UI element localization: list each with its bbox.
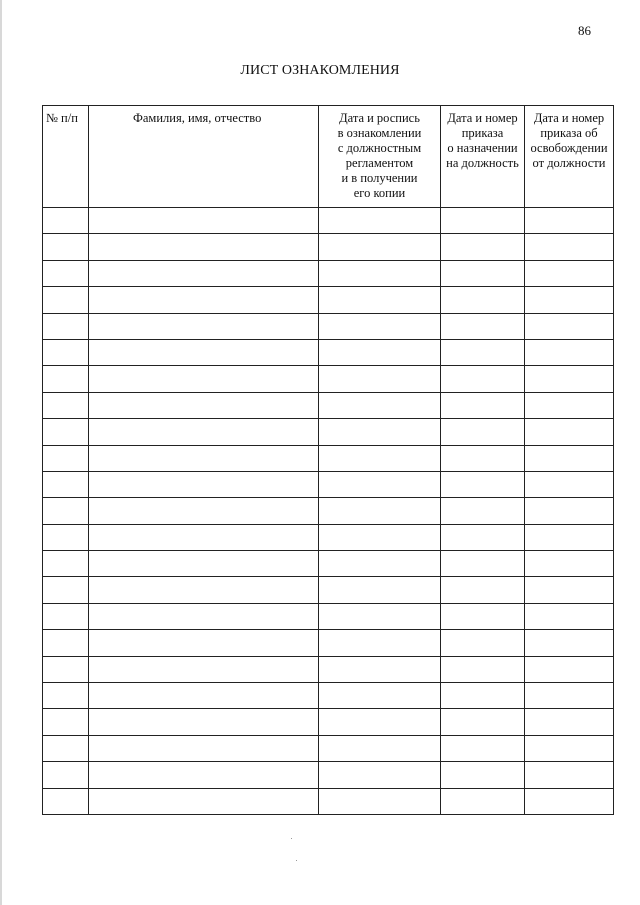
table-row	[43, 445, 614, 471]
cell-number[interactable]	[43, 735, 89, 761]
cell-signature-date[interactable]	[319, 762, 441, 788]
cell-dismissal-order[interactable]	[525, 445, 614, 471]
cell-number[interactable]	[43, 551, 89, 577]
table-row	[43, 577, 614, 603]
cell-appointment-order[interactable]	[441, 366, 525, 392]
cell-signature-date[interactable]	[319, 498, 441, 524]
table-header-row	[43, 106, 614, 208]
table-body	[43, 208, 614, 815]
scan-speck	[296, 860, 297, 861]
acknowledgement-table	[42, 105, 614, 815]
cell-full-name[interactable]	[89, 735, 319, 761]
cell-dismissal-order[interactable]	[525, 234, 614, 260]
cell-appointment-order[interactable]	[441, 577, 525, 603]
scan-speck	[291, 838, 292, 839]
cell-full-name[interactable]	[89, 366, 319, 392]
cell-appointment-order[interactable]	[441, 788, 525, 814]
cell-full-name[interactable]	[89, 260, 319, 286]
cell-number[interactable]	[43, 366, 89, 392]
cell-dismissal-order[interactable]	[525, 551, 614, 577]
cell-number[interactable]	[43, 762, 89, 788]
cell-dismissal-order[interactable]	[525, 471, 614, 497]
cell-full-name[interactable]	[89, 234, 319, 260]
cell-appointment-order[interactable]	[441, 234, 525, 260]
cell-full-name[interactable]	[89, 287, 319, 313]
table-row	[43, 471, 614, 497]
cell-appointment-order[interactable]	[441, 551, 525, 577]
cell-number[interactable]	[43, 498, 89, 524]
cell-number[interactable]	[43, 524, 89, 550]
table-row	[43, 788, 614, 814]
cell-signature-date[interactable]	[319, 339, 441, 365]
cell-number[interactable]	[43, 683, 89, 709]
cell-full-name[interactable]	[89, 709, 319, 735]
cell-appointment-order[interactable]	[441, 524, 525, 550]
cell-dismissal-order[interactable]	[525, 313, 614, 339]
cell-full-name[interactable]	[89, 656, 319, 682]
cell-dismissal-order[interactable]	[525, 419, 614, 445]
table-row	[43, 603, 614, 629]
cell-appointment-order[interactable]	[441, 287, 525, 313]
cell-appointment-order[interactable]	[441, 683, 525, 709]
cell-appointment-order[interactable]	[441, 208, 525, 234]
cell-dismissal-order[interactable]	[525, 656, 614, 682]
column-header-full-name: Фамилия, имя, отчество	[89, 106, 319, 208]
cell-appointment-order[interactable]	[441, 392, 525, 418]
table-row	[43, 709, 614, 735]
table-row	[43, 498, 614, 524]
page-title: ЛИСТ ОЗНАКОМЛЕНИЯ	[240, 63, 400, 78]
cell-full-name[interactable]	[89, 392, 319, 418]
cell-full-name[interactable]	[89, 498, 319, 524]
cell-number[interactable]	[43, 339, 89, 365]
cell-dismissal-order[interactable]	[525, 524, 614, 550]
cell-number[interactable]	[43, 419, 89, 445]
cell-signature-date[interactable]	[319, 234, 441, 260]
cell-dismissal-order[interactable]	[525, 392, 614, 418]
table-row	[43, 656, 614, 682]
table-row	[43, 208, 614, 234]
cell-dismissal-order[interactable]	[525, 498, 614, 524]
table-row	[43, 419, 614, 445]
cell-full-name[interactable]	[89, 471, 319, 497]
table-row	[43, 524, 614, 550]
table-row	[43, 630, 614, 656]
cell-appointment-order[interactable]	[441, 313, 525, 339]
cell-number[interactable]	[43, 234, 89, 260]
cell-dismissal-order[interactable]	[525, 339, 614, 365]
cell-number[interactable]	[43, 656, 89, 682]
cell-number[interactable]	[43, 313, 89, 339]
table-row	[43, 313, 614, 339]
cell-dismissal-order[interactable]	[525, 260, 614, 286]
cell-number[interactable]	[43, 287, 89, 313]
cell-full-name[interactable]	[89, 630, 319, 656]
cell-full-name[interactable]	[89, 551, 319, 577]
cell-signature-date[interactable]	[319, 313, 441, 339]
cell-appointment-order[interactable]	[441, 498, 525, 524]
cell-appointment-order[interactable]	[441, 762, 525, 788]
cell-signature-date[interactable]	[319, 683, 441, 709]
cell-dismissal-order[interactable]	[525, 788, 614, 814]
cell-appointment-order[interactable]	[441, 471, 525, 497]
column-header-appointment-order: Дата и номер приказа о назначении на должность	[441, 106, 525, 208]
cell-signature-date[interactable]	[319, 471, 441, 497]
cell-signature-date[interactable]	[319, 656, 441, 682]
cell-number[interactable]	[43, 709, 89, 735]
cell-dismissal-order[interactable]	[525, 762, 614, 788]
cell-signature-date[interactable]	[319, 603, 441, 629]
cell-signature-date[interactable]	[319, 208, 441, 234]
scan-edge	[0, 0, 2, 905]
cell-signature-date[interactable]	[319, 524, 441, 550]
cell-signature-date[interactable]	[319, 260, 441, 286]
cell-signature-date[interactable]	[319, 445, 441, 471]
cell-full-name[interactable]	[89, 577, 319, 603]
cell-full-name[interactable]	[89, 445, 319, 471]
cell-full-name[interactable]	[89, 788, 319, 814]
column-header-number: № п/п	[43, 106, 89, 208]
cell-signature-date[interactable]	[319, 709, 441, 735]
cell-signature-date[interactable]	[319, 630, 441, 656]
page-number: 86	[578, 23, 591, 38]
table-row	[43, 392, 614, 418]
cell-dismissal-order[interactable]	[525, 683, 614, 709]
cell-signature-date[interactable]	[319, 392, 441, 418]
column-header-signature-date: Дата и роспись в ознакомлении с должностным регламентом и в получении его копии	[319, 106, 441, 208]
cell-dismissal-order[interactable]	[525, 735, 614, 761]
cell-number[interactable]	[43, 788, 89, 814]
cell-signature-date[interactable]	[319, 788, 441, 814]
cell-number[interactable]	[43, 577, 89, 603]
cell-full-name[interactable]	[89, 524, 319, 550]
cell-number[interactable]	[43, 630, 89, 656]
table-row	[43, 366, 614, 392]
cell-signature-date[interactable]	[319, 551, 441, 577]
cell-dismissal-order[interactable]	[525, 603, 614, 629]
cell-full-name[interactable]	[89, 313, 319, 339]
cell-appointment-order[interactable]	[441, 260, 525, 286]
cell-dismissal-order[interactable]	[525, 366, 614, 392]
cell-appointment-order[interactable]	[441, 419, 525, 445]
cell-dismissal-order[interactable]	[525, 208, 614, 234]
column-header-dismissal-order: Дата и номер приказа об освобождении от должности	[525, 106, 614, 208]
table-row	[43, 683, 614, 709]
cell-number[interactable]	[43, 208, 89, 234]
cell-full-name[interactable]	[89, 208, 319, 234]
cell-appointment-order[interactable]	[441, 709, 525, 735]
table-row	[43, 287, 614, 313]
cell-dismissal-order[interactable]	[525, 709, 614, 735]
cell-number[interactable]	[43, 392, 89, 418]
cell-number[interactable]	[43, 445, 89, 471]
table-row	[43, 260, 614, 286]
cell-dismissal-order[interactable]	[525, 630, 614, 656]
cell-appointment-order[interactable]	[441, 445, 525, 471]
cell-signature-date[interactable]	[319, 366, 441, 392]
cell-full-name[interactable]	[89, 762, 319, 788]
table-row	[43, 234, 614, 260]
cell-appointment-order[interactable]	[441, 339, 525, 365]
cell-appointment-order[interactable]	[441, 603, 525, 629]
cell-signature-date[interactable]	[319, 577, 441, 603]
cell-dismissal-order[interactable]	[525, 577, 614, 603]
table-row	[43, 339, 614, 365]
cell-number[interactable]	[43, 260, 89, 286]
cell-appointment-order[interactable]	[441, 630, 525, 656]
table-row	[43, 551, 614, 577]
cell-full-name[interactable]	[89, 683, 319, 709]
cell-signature-date[interactable]	[319, 287, 441, 313]
table-row	[43, 762, 614, 788]
table-row	[43, 735, 614, 761]
cell-appointment-order[interactable]	[441, 735, 525, 761]
cell-dismissal-order[interactable]	[525, 287, 614, 313]
cell-signature-date[interactable]	[319, 735, 441, 761]
cell-number[interactable]	[43, 603, 89, 629]
cell-number[interactable]	[43, 471, 89, 497]
cell-full-name[interactable]	[89, 603, 319, 629]
cell-signature-date[interactable]	[319, 419, 441, 445]
cell-full-name[interactable]	[89, 419, 319, 445]
cell-appointment-order[interactable]	[441, 656, 525, 682]
cell-full-name[interactable]	[89, 339, 319, 365]
